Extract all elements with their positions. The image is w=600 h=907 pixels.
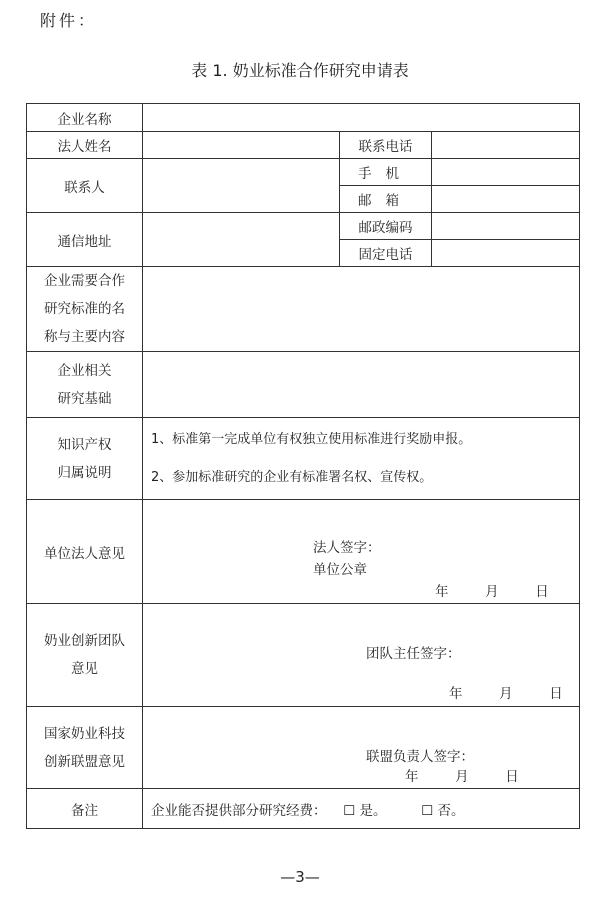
standard-content-label-line: 称与主要内容 (44, 329, 125, 345)
date-day: 日 (505, 769, 519, 785)
legal-person-field[interactable] (143, 132, 340, 159)
date-day: 日 (549, 686, 563, 702)
postcode-field[interactable] (432, 213, 580, 240)
contact-person-field[interactable] (143, 159, 340, 213)
standard-content-field[interactable] (143, 267, 580, 352)
row-research-basis (27, 352, 580, 418)
row-alliance-opinion (27, 707, 580, 789)
date-month: 月 (485, 584, 499, 600)
page-number: —3— (280, 868, 320, 886)
address-label: 通信地址 (27, 213, 143, 267)
company-name-field[interactable] (143, 104, 580, 132)
legal-date (435, 580, 549, 600)
landline-label: 固定电话 (340, 240, 432, 267)
team-opinion-label-line: 奶业创新团队 (44, 633, 125, 649)
address-field[interactable] (143, 213, 340, 267)
standard-content-label-line: 企业需要合作 (44, 273, 125, 289)
funding-question: 企业能否提供部分研究经费： (151, 802, 327, 819)
mobile-label: 手机 (340, 159, 432, 186)
standard-content-label-line: 研究标准的名 (44, 301, 125, 317)
research-basis-field[interactable] (143, 352, 580, 418)
date-day: 日 (535, 584, 549, 600)
ip-label-line: 归属说明 (57, 464, 112, 481)
row-legal-person (27, 132, 580, 159)
option-no-label: 否。 (437, 802, 465, 819)
legal-opinion-label: 单位法人意见 (27, 500, 143, 604)
team-opinion-label (27, 604, 143, 707)
remarks-content (143, 789, 580, 829)
checkbox-no[interactable]: ☐ (421, 802, 434, 819)
table-title: 表 1. 奶业标准合作研究申请表 (191, 61, 409, 80)
date-year: 年 (449, 686, 463, 702)
alliance-date (405, 765, 519, 785)
row-contact-mobile (27, 159, 580, 186)
contact-phone-label: 联系电话 (340, 132, 432, 159)
ip-label-line: 知识产权 (57, 436, 112, 453)
team-opinion-label-line: 意见 (71, 661, 98, 677)
email-label: 邮箱 (340, 186, 432, 213)
remarks-label: 备注 (27, 789, 143, 829)
email-field[interactable] (432, 186, 580, 213)
date-year: 年 (405, 769, 419, 785)
option-yes-label: 是。 (359, 802, 387, 819)
legal-sign-label: 法人签字： (313, 540, 381, 556)
ip-label (27, 418, 143, 500)
alliance-opinion-label (27, 707, 143, 789)
alliance-opinion-label-line: 国家奶业科技 (44, 725, 125, 742)
row-legal-opinion (27, 500, 580, 604)
ip-item: 1、标准第一完成单位有权独立使用标准进行奖励申报。 (151, 431, 472, 447)
date-month: 月 (499, 686, 513, 702)
alliance-sign-label: 联盟负责人签字： (366, 749, 474, 765)
legal-person-label: 法人姓名 (27, 132, 143, 159)
standard-content-label (27, 267, 143, 352)
ip-item: 2、参加标准研究的企业有标准署名权、宣传权。 (151, 469, 433, 485)
landline-field[interactable] (432, 240, 580, 267)
row-team-opinion (27, 604, 580, 707)
team-opinion-field[interactable] (143, 604, 580, 707)
team-sign-label: 团队主任签字： (366, 646, 461, 662)
ip-content (143, 418, 580, 500)
team-date (449, 682, 563, 702)
alliance-opinion-field[interactable] (143, 707, 580, 789)
checkbox-yes[interactable]: ☐ (343, 802, 356, 819)
mobile-field[interactable] (432, 159, 580, 186)
application-form-table (26, 103, 580, 829)
alliance-opinion-label-line: 创新联盟意见 (44, 753, 125, 770)
unit-seal-label: 单位公章 (313, 562, 367, 578)
date-month: 月 (455, 769, 469, 785)
date-year: 年 (435, 584, 449, 600)
row-remarks (27, 789, 580, 829)
row-company-name (27, 104, 580, 132)
contact-person-label: 联系人 (27, 159, 143, 213)
row-standard-content (27, 267, 580, 352)
research-basis-label-line: 研究基础 (57, 390, 112, 407)
row-ip (27, 418, 580, 500)
research-basis-label-line: 企业相关 (57, 362, 112, 379)
postcode-label: 邮政编码 (340, 213, 432, 240)
company-name-label: 企业名称 (27, 104, 143, 132)
attachment-label: 附件： (40, 11, 98, 30)
research-basis-label (27, 352, 143, 418)
legal-opinion-field[interactable] (143, 500, 580, 604)
row-address-postcode (27, 213, 580, 240)
contact-phone-field[interactable] (432, 132, 580, 159)
